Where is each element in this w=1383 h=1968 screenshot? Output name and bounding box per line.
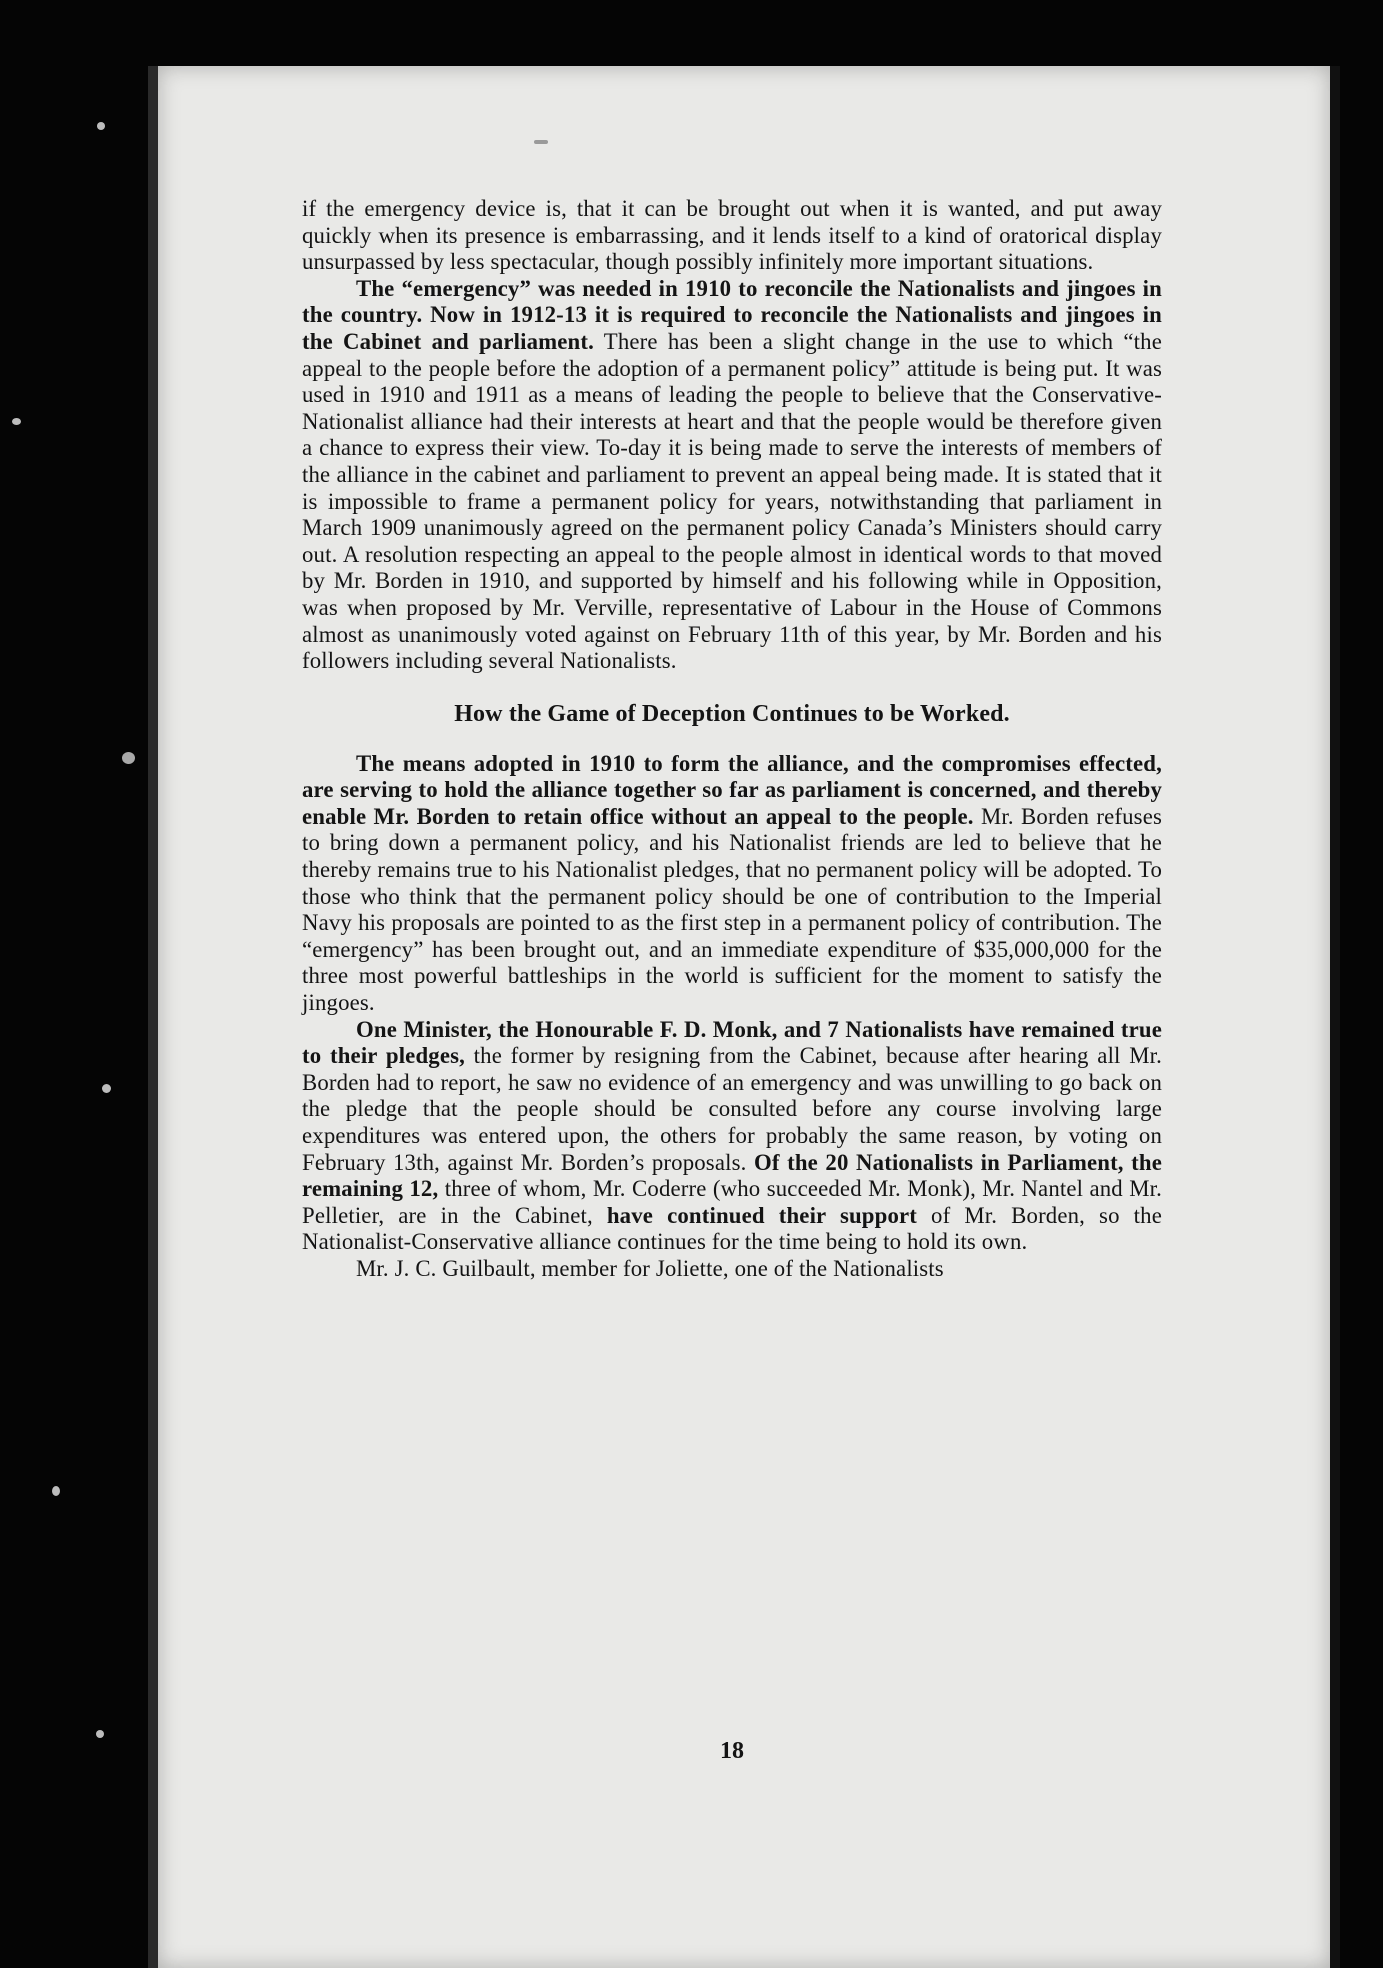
margin-speck [12,418,21,425]
text-run: the former by resigning from the Cabinet, because after hearing all Mr. Borden had to report, he saw no evidence of an emergency and was unwilling to go back on the pledge that the people should be consulted before any course involving large expenditures was entered upon, the others for probably the same reason, by voting on February 13th, against Mr. Borden’s proposals. [302,1043,1162,1175]
text-run: Mr. J. C. Guilbault, member for Joliette, one of the Nationalists [356,1255,944,1281]
bold-text-run: The means adopted in 1910 to form the alliance, and the compromises effected, are serving to hold the alliance together so far as parliament is concerned, and thereby enable Mr. Borden to retain office without an appeal to the people. [302,750,1162,829]
section-heading: How the Game of Deception Continues to be Worked. [454,700,1010,727]
text-run: Mr. Borden refuses to bring down a permanent policy, and his Nationalist friends are led to believe that he thereby remains true to his Nationalist pledges, that no permanent policy will be adopted. To those who think that the permanent policy should be one of contribution to the Imperial Navy his proposals are pointed to as the first step in a permanent policy of contribution. The “emergency” has been brought out, and an immediate expenditure of $35,000,000 for the three most powerful battleships in the world is sufficient for the moment to satisfy the jingoes. [302,803,1162,1016]
page-number: 18 [720,1738,744,1764]
margin-speck [52,1486,60,1496]
page-left-edge [148,66,158,1968]
text-run: three of whom, Mr. Coderre (who succeeded Mr. Monk), Mr. Nantel and Mr. Pelletier, are in the Cabinet, [302,1176,1162,1228]
paragraph [302,1256,1162,1283]
paragraph [302,1017,1162,1256]
paragraph [302,196,1162,276]
text-run: of Mr. Borden, so the Nationalist-Conservative alliance continues for the time being to hold its own. [302,1202,1162,1255]
bold-text-run: One Minister, the Honourable F. D. Monk, and 7 Nationalists have remained true to their pledges, [302,1016,1162,1069]
margin-speck [96,1730,104,1738]
bold-text-run: Of the 20 Nationalists in Parliament, the remaining 12, [302,1149,1162,1202]
bold-text-run: have continued their support [606,1202,918,1228]
paragraph [302,751,1162,1017]
margin-speck [102,1084,111,1093]
page-right-edge [1330,66,1340,1968]
margin-speck [534,140,548,144]
paragraph [302,276,1162,675]
margin-speck [122,752,135,764]
text-run: There has been a slight change in the use to which “the appeal to the people before the adoption of a permanent policy” attitude is being put. It was used in 1910 and 1911 as a means of leading the people to believe that the Conservative-Nationalist alliance had their interests at heart and that the people would be therefore given a chance to express their view. To-day it is being made to serve the interests of members of the alliance in the cabinet and parliament to prevent an appeal being made. It is stated that it is impossible to frame a permanent policy for years, notwithstanding that parliament in March 1909 unanimously agreed on the permanent policy Canada’s Ministers should carry out. A resolution respecting an appeal to the people almost in identical words to that moved by Mr. Borden in 1910, and supported by himself and his following while in Opposition, was when proposed by Mr. Verville, representative of Labour in the House of Commons almost as unanimously voted against on February 11th of this year, by Mr. Borden and his followers including several Nationalists. [302,328,1162,674]
bold-text-run: The “emergency” was needed in 1910 to reconcile the Nationalists and jingoes in the country. Now in 1912-13 it is required to reconcile the Nationalists and jingoes in the Cabinet and parliament. [302,275,1162,354]
margin-speck [97,122,105,130]
text-run: if the emergency device is, that it can be brought out when it is wanted, and put away quickly when its presence is embarrassing, and it lends itself to a kind of oratorical display unsurpassed by less spectacular, though possibly infinitely more important situations. [302,196,1162,275]
page-body-text [302,196,1162,1283]
